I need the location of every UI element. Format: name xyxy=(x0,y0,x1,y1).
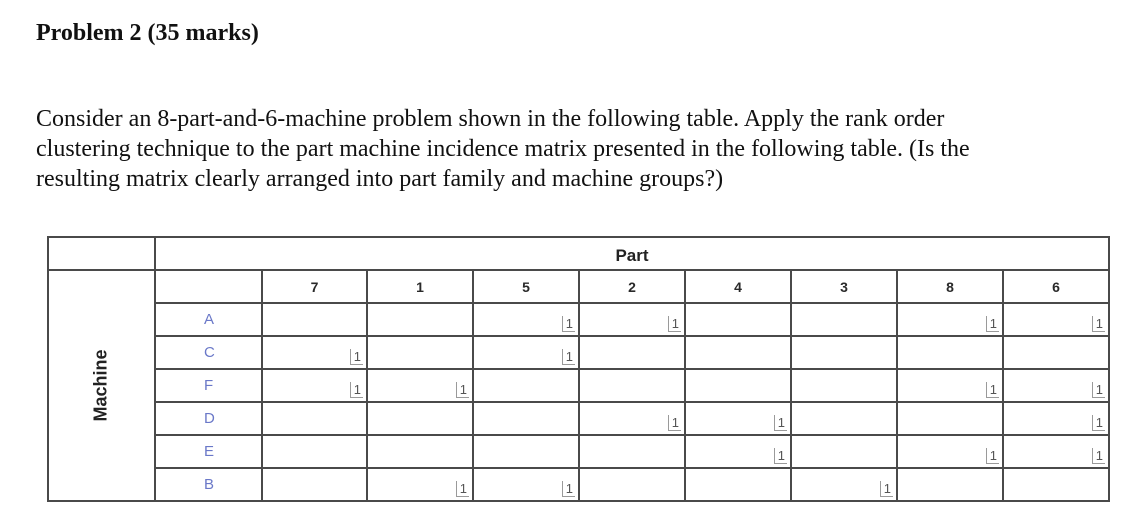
part-column-header: 2 xyxy=(579,270,685,303)
matrix-cell xyxy=(473,369,579,402)
matrix-cell xyxy=(1003,336,1109,369)
part-column-header: 3 xyxy=(791,270,897,303)
incidence-value: 1 xyxy=(668,415,681,431)
matrix-cell xyxy=(367,435,473,468)
part-header-row xyxy=(48,237,1109,270)
matrix-cell xyxy=(367,468,473,501)
incidence-value: 1 xyxy=(1092,448,1105,464)
matrix-cell xyxy=(262,468,367,501)
incidence-value: 1 xyxy=(774,448,787,464)
matrix-cell xyxy=(1003,402,1109,435)
matrix-cell xyxy=(685,468,791,501)
machine-row xyxy=(48,369,1109,402)
matrix-cell xyxy=(579,468,685,501)
matrix-cell xyxy=(473,336,579,369)
matrix-cell xyxy=(685,435,791,468)
matrix-cell xyxy=(791,369,897,402)
machine-row xyxy=(48,402,1109,435)
machine-row-label: C xyxy=(155,336,262,369)
incidence-value: 1 xyxy=(562,316,575,332)
matrix-cell xyxy=(685,369,791,402)
matrix-cell xyxy=(897,435,1003,468)
machine-header-cell xyxy=(48,270,155,501)
incidence-value: 1 xyxy=(986,448,999,464)
matrix-cell xyxy=(897,369,1003,402)
matrix-cell xyxy=(1003,369,1109,402)
matrix-cell xyxy=(473,435,579,468)
matrix-cell xyxy=(791,402,897,435)
matrix-cell xyxy=(262,303,367,336)
incidence-value: 1 xyxy=(350,349,363,365)
incidence-value: 1 xyxy=(456,382,469,398)
machine-row xyxy=(48,336,1109,369)
matrix-cell xyxy=(791,303,897,336)
matrix-cell xyxy=(579,303,685,336)
incidence-value: 1 xyxy=(986,316,999,332)
incidence-value: 1 xyxy=(562,481,575,497)
corner-cell xyxy=(48,237,155,270)
matrix-cell xyxy=(262,336,367,369)
machine-row-label: E xyxy=(155,435,262,468)
machine-row-label: A xyxy=(155,303,262,336)
matrix-cell xyxy=(579,435,685,468)
matrix-cell xyxy=(897,303,1003,336)
incidence-value: 1 xyxy=(1092,415,1105,431)
incidence-value: 1 xyxy=(456,481,469,497)
matrix-cell xyxy=(685,402,791,435)
matrix-cell xyxy=(897,402,1003,435)
matrix-cell xyxy=(579,369,685,402)
part-column-header: 8 xyxy=(897,270,1003,303)
statement-line: Consider an 8-part-and-6-machine problem shown in the following table. Apply the rank order xyxy=(36,106,945,132)
machine-row-label: B xyxy=(155,468,262,501)
incidence-value: 1 xyxy=(880,481,893,497)
matrix-cell xyxy=(262,435,367,468)
matrix-cell xyxy=(685,336,791,369)
column-header-row xyxy=(48,270,1109,303)
matrix-cell xyxy=(473,402,579,435)
incidence-value: 1 xyxy=(562,349,575,365)
machine-row xyxy=(48,435,1109,468)
matrix-cell xyxy=(791,336,897,369)
statement-line: resulting matrix clearly arranged into part family and machine groups?) xyxy=(36,166,724,192)
part-column-header: 6 xyxy=(1003,270,1109,303)
incidence-matrix-table xyxy=(47,236,1110,502)
part-column-header: 7 xyxy=(262,270,367,303)
part-column-header: 4 xyxy=(685,270,791,303)
incidence-value: 1 xyxy=(350,382,363,398)
incidence-value: 1 xyxy=(668,316,681,332)
incidence-value: 1 xyxy=(1092,316,1105,332)
matrix-cell xyxy=(473,303,579,336)
matrix-cell xyxy=(791,468,897,501)
part-column-header: 1 xyxy=(367,270,473,303)
part-header: Part xyxy=(155,237,1109,270)
matrix-cell xyxy=(1003,303,1109,336)
matrix-cell xyxy=(473,468,579,501)
matrix-cell xyxy=(791,435,897,468)
matrix-cell xyxy=(579,336,685,369)
incidence-value: 1 xyxy=(774,415,787,431)
machine-header: Machine xyxy=(91,349,111,422)
matrix-cell xyxy=(367,369,473,402)
incidence-value: 1 xyxy=(986,382,999,398)
machine-row xyxy=(48,468,1109,501)
matrix-cell xyxy=(262,369,367,402)
part-column-header: 5 xyxy=(473,270,579,303)
problem-title: Problem 2 (35 marks) xyxy=(36,20,259,46)
matrix-cell xyxy=(262,402,367,435)
matrix-cell xyxy=(367,303,473,336)
matrix-cell xyxy=(367,402,473,435)
problem-statement xyxy=(36,104,1116,194)
matrix-cell xyxy=(579,402,685,435)
matrix-cell xyxy=(685,303,791,336)
matrix-cell xyxy=(1003,435,1109,468)
machine-row xyxy=(48,303,1109,336)
matrix-cell xyxy=(367,336,473,369)
statement-line: clustering technique to the part machine incidence matrix presented in the following table. (Is the xyxy=(36,136,970,162)
matrix-cell xyxy=(897,468,1003,501)
machine-row-label: F xyxy=(155,369,262,402)
machine-row-label: D xyxy=(155,402,262,435)
blank-header-cell xyxy=(155,270,262,303)
incidence-value: 1 xyxy=(1092,382,1105,398)
matrix-cell xyxy=(897,336,1003,369)
matrix-cell xyxy=(1003,468,1109,501)
